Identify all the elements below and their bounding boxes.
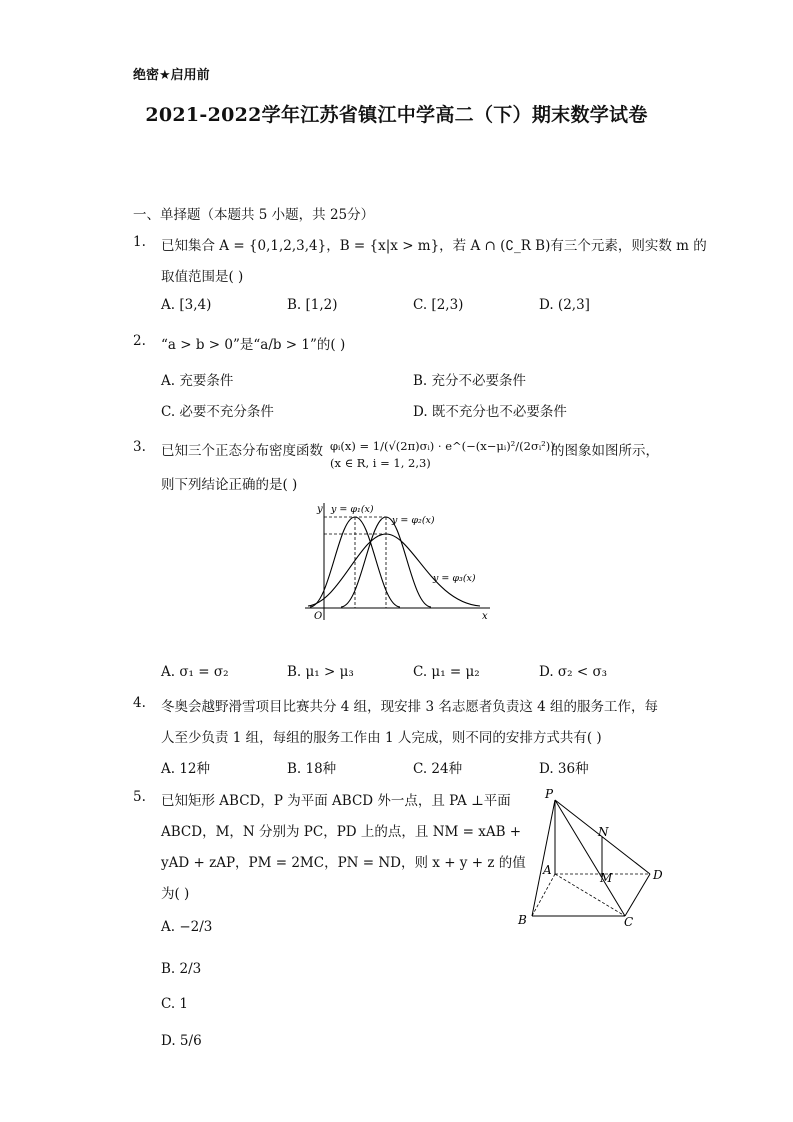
edge-pb (532, 800, 555, 916)
label-d: D (653, 868, 663, 882)
q5-line-4: 为( ) (161, 886, 190, 902)
q3-number: 3. (133, 439, 146, 455)
curve3-label: y = φ₃(x) (433, 573, 476, 584)
q4-number: 4. (133, 695, 146, 711)
q1-option-c: C. [2,3) (413, 297, 464, 313)
x-axis-label: x (482, 611, 488, 622)
label-m: M (600, 871, 613, 885)
q1-number: 1. (133, 234, 146, 250)
label-c: C (624, 915, 634, 929)
q4-option-b: B. 18种 (287, 761, 337, 777)
q4-line-2: 人至少负责 1 组，每组的服务工作由 1 人完成，则不同的安排方式共有( ) (161, 730, 602, 746)
q2-option-a: A. 充要条件 (161, 373, 234, 389)
q5-line-3: yAD + zAP，PM = 2MC，PN = ND，则 x + y + z 的值 (161, 855, 526, 871)
q3-domain: (x ∈ R, i = 1, 2,3) (330, 456, 431, 470)
q5-line-1: 已知矩形 ABCD，P 为平面 ABCD 外一点，且 PA ⊥平面 (161, 793, 511, 809)
q3-line-1-tail: 的图象如图所示， (551, 443, 659, 459)
edge-ac (555, 874, 625, 916)
q1-line-1: 已知集合 A = {0,1,2,3,4}，B = {x|x > m}，若 A ∩ (∁_R B)有三个元素，则实数 m 的 (161, 238, 707, 254)
q1-option-b: B. [1,2) (287, 297, 338, 313)
edge-pc (555, 800, 625, 916)
normal-curves-figure (300, 498, 495, 626)
q2-option-b: B. 充分不必要条件 (413, 373, 527, 389)
q5-option-c: C. 1 (161, 996, 189, 1012)
q2-number: 2. (133, 333, 146, 349)
q2-line-1: “a > b > 0”是“a/b > 1”的( ) (161, 337, 346, 353)
q1-option-a: A. [3,4) (161, 297, 212, 313)
q3-option-a: A. σ₁ = σ₂ (161, 664, 229, 680)
section-heading: 一、单择题（本题共 5 小题，共 25分） (133, 207, 375, 223)
q3-option-b: B. μ₁ > μ₃ (287, 664, 354, 680)
q3-formula: φᵢ(x) = 1/(√(2π)σᵢ) · e^(−(x−μᵢ)²/(2σᵢ²)) (330, 439, 555, 453)
exam-title: 2021-2022学年江苏省镇江中学高二（下）期末数学试卷 (145, 104, 648, 126)
q4-option-d: D. 36种 (539, 761, 589, 777)
label-a: A (543, 863, 552, 877)
q3-line-1: 已知三个正态分布密度函数 (161, 443, 323, 459)
q5-line-2: ABCD，M，N 分别为 PC，PD 上的点，且 NM = xAB + (161, 824, 522, 840)
q5-number: 5. (133, 789, 146, 805)
origin-label: O (314, 611, 323, 622)
label-p: P (545, 787, 554, 801)
q4-option-c: C. 24种 (413, 761, 463, 777)
curve2-label: y = φ₂(x) (392, 515, 435, 526)
q3-option-d: D. σ₂ < σ₃ (539, 664, 608, 680)
q4-line-1: 冬奥会越野滑雪项目比赛共分 4 组，现安排 3 名志愿者负责这 4 组的服务工作，每 (161, 699, 659, 715)
curve-phi3 (308, 534, 480, 606)
label-n: N (598, 825, 609, 839)
q3-line-2: 则下列结论正确的是( ) (161, 477, 298, 493)
q5-option-a: A. −2/3 (161, 919, 213, 935)
q1-option-d: D. (2,3] (539, 297, 590, 313)
q5-option-b: B. 2/3 (161, 961, 202, 977)
pyramid-figure (510, 786, 670, 930)
edge-cd (625, 874, 650, 916)
q1-line-2: 取值范围是( ) (161, 269, 244, 285)
y-axis-label: y (317, 504, 323, 515)
secret-label: 绝密★启用前 (133, 68, 210, 83)
q2-option-c: C. 必要不充分条件 (161, 404, 274, 420)
label-b: B (518, 913, 527, 927)
q2-option-d: D. 既不充分也不必要条件 (413, 404, 567, 420)
q3-option-c: C. μ₁ = μ₂ (413, 664, 480, 680)
edge-ab (532, 874, 555, 916)
curve1-label: y = φ₁(x) (331, 504, 374, 515)
q4-option-a: A. 12种 (161, 761, 211, 777)
q5-option-d: D. 5/6 (161, 1033, 202, 1049)
